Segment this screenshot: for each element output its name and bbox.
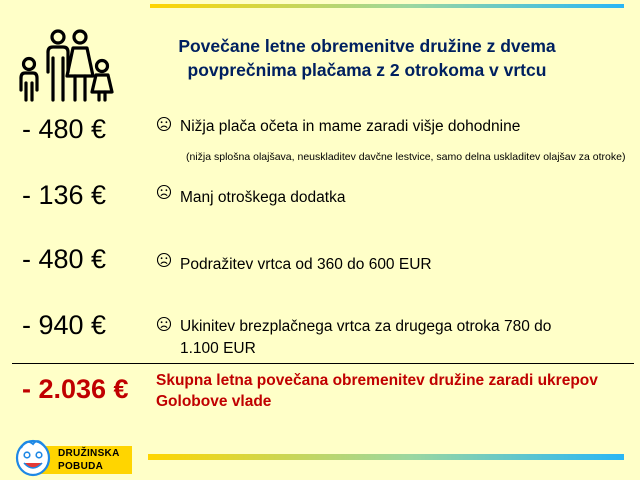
amount-item-2: - 136 € (22, 180, 107, 210)
description-item-3: Podražitev vrtca od 360 do 600 EUR (180, 256, 432, 273)
description-item-2: Manj otroškega dodatka (180, 189, 346, 206)
note-item-1: (nižja splošna olajšava, neuskladitev davčne lestvice, samo delna uskladitev olajšav za otroke) (186, 151, 626, 163)
description-item-1: Nižja plača očeta in mame zaradi višje dohodnine (180, 118, 521, 135)
family-icon (14, 28, 114, 104)
smiling-child-face-icon (12, 436, 56, 478)
divider-line (12, 363, 634, 364)
sad-face-icon (156, 316, 172, 332)
bottom-gradient-bar (148, 454, 624, 460)
amount-item-4: - 940 € (22, 310, 107, 340)
top-gradient-bar (150, 4, 624, 8)
sad-face-icon (156, 116, 172, 132)
description-item-4-line-2: 1.100 EUR (180, 340, 256, 357)
title-line-2: povprečnima plačama z 2 otrokoma v vrtcu (187, 60, 547, 80)
logo-text-line-1: DRUŽINSKA (58, 448, 120, 459)
description-item-4 (180, 316, 551, 360)
slide-title (130, 34, 604, 82)
sad-face-icon (156, 252, 172, 268)
druzinska-pobuda-logo (12, 432, 132, 478)
sad-face-icon (156, 184, 172, 200)
total-description: Skupna letna povečana obremenitev družine zaradi ukrepov Golobove vlade (156, 372, 598, 410)
title-line-1: Povečane letne obremenitve družine z dvema (178, 36, 556, 56)
amount-item-3: - 480 € (22, 244, 107, 274)
logo-text-line-2: POBUDA (58, 461, 104, 472)
total-amount: - 2.036 € (22, 374, 129, 404)
description-item-4-line-1: Ukinitev brezplačnega vrtca za drugega otroka 780 do (180, 318, 552, 335)
amount-item-1: - 480 € (22, 114, 107, 144)
